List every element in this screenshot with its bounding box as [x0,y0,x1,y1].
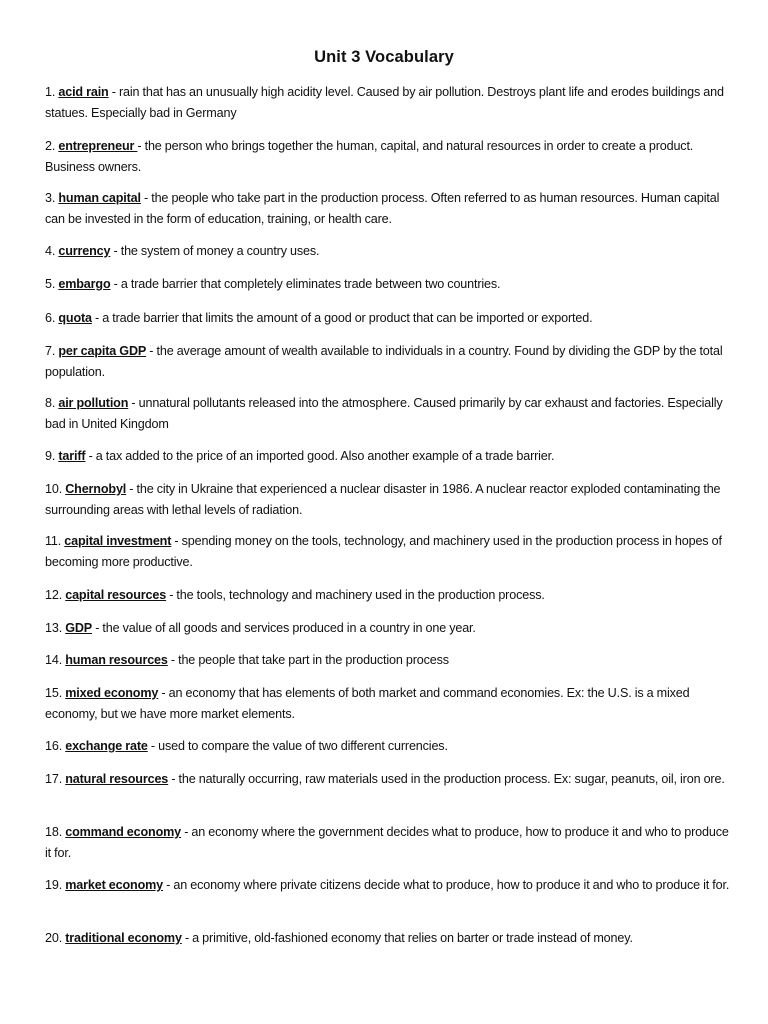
entry-definition: - used to compare the value of two different currencies. [147,739,448,753]
entry-term: entrepreneur [58,139,138,153]
entry-number: 13. [45,621,63,635]
entry-number: 17. [45,772,63,786]
entry-term: human resources [65,653,168,667]
vocab-entry-8 [45,393,735,434]
entry-definition: - the people that take part in the production process [167,653,449,667]
entry-term: capital investment [64,534,172,548]
entry-definition: - a trade barrier that completely eliminates trade between two countries. [110,277,501,291]
entry-number: 8. [45,396,56,410]
entry-number: 9. [45,449,56,463]
entry-definition: - spending money on the tools, technology, and machinery used in the production process in hopes of becoming more productive. [45,534,722,569]
entry-number: 19. [45,878,63,892]
entry-term: air pollution [58,396,129,410]
vocab-entry-12 [45,585,735,606]
entry-number: 14. [45,653,63,667]
entry-number: 7. [45,344,56,358]
entry-definition: - the average amount of wealth available to individuals in a country. Found by dividing the GDP by the total population. [45,344,723,379]
entry-term: currency [58,244,111,258]
entry-definition: - an economy that has elements of both market and command economies. Ex: the U.S. is a mixed economy, but we have more market elements. [45,686,690,721]
entry-definition: - the person who brings together the human, capital, and natural resources in order to create a product. Business owners. [45,139,694,174]
vocab-entry-3 [45,188,735,229]
vocab-entry-19 [45,875,735,896]
entry-definition: - an economy where private citizens decide what to produce, how to produce it and who to produce it for. [163,878,730,892]
entry-number: 16. [45,739,63,753]
entry-number: 12. [45,588,63,602]
vocab-entry-7 [45,341,735,382]
entry-definition: - the value of all goods and services produced in a country in one year. [92,621,476,635]
entry-definition: - a primitive, old-fashioned economy that relies on barter or trade instead of money. [181,931,633,945]
entry-definition: - a tax added to the price of an imported good. Also another example of a trade barrier. [85,449,555,463]
entry-number: 18. [45,825,63,839]
vocab-entry-14 [45,650,735,671]
entry-number: 4. [45,244,56,258]
entry-term: Chernobyl [65,482,127,496]
entry-term: traditional economy [65,931,182,945]
entry-term: capital resources [65,588,167,602]
entry-term: mixed economy [65,686,159,700]
vocab-entry-2 [45,136,735,177]
vocab-entry-18 [45,822,735,863]
entry-number: 10. [45,482,63,496]
page-title: Unit 3 Vocabulary [314,48,454,66]
vocab-entry-20 [45,928,735,949]
entry-definition: - the city in Ukraine that experienced a nuclear disaster in 1986. A nuclear reactor exploded contaminating the surrounding areas with lethal levels of radiation. [45,482,721,517]
vocab-entry-9 [45,446,735,467]
entry-definition: - the people who take part in the production process. Often referred to as human resources. Human capital can be invested in the form of education, training, or health care. [45,191,720,226]
entry-definition: - rain that has an unusually high acidity level. Caused by air pollution. Destroys plant life and erodes buildings and statues. Especially bad in Germany [45,85,724,120]
entry-definition: - the naturally occurring, raw materials used in the production process. Ex: sugar, peanuts, oil, iron ore. [168,772,725,786]
entry-definition: - the system of money a country uses. [110,244,320,258]
entry-term: acid rain [58,85,109,99]
vocab-entry-17 [45,769,735,790]
entry-number: 20. [45,931,63,945]
entry-number: 2. [45,139,56,153]
entry-number: 1. [45,85,56,99]
entry-number: 6. [45,311,56,325]
entry-term: command economy [65,825,182,839]
entry-number: 5. [45,277,56,291]
entry-definition: - an economy where the government decides what to produce, how to produce it and who to produce it for. [45,825,729,860]
vocab-entry-6 [45,308,735,329]
vocab-entry-16 [45,736,735,757]
vocab-entry-15 [45,683,735,724]
vocab-entry-10 [45,479,735,520]
entry-definition: - the tools, technology and machinery used in the production process. [166,588,545,602]
vocab-entry-13 [45,618,735,639]
entry-term: natural resources [65,772,169,786]
entry-term: per capita GDP [58,344,147,358]
entry-term: quota [58,311,92,325]
entry-number: 3. [45,191,56,205]
entry-term: human capital [58,191,141,205]
entry-number: 11. [45,534,62,548]
entry-term: exchange rate [65,739,148,753]
vocab-entry-4 [45,241,735,262]
vocab-entry-11 [45,531,735,572]
entry-definition: - unnatural pollutants released into the atmosphere. Caused primarily by car exhaust and factories. Especially bad in United Kingdom [45,396,723,431]
entry-term: market economy [65,878,164,892]
entry-definition: - a trade barrier that limits the amount of a good or product that can be imported or exported. [91,311,593,325]
entry-term: embargo [58,277,111,291]
entry-term: tariff [58,449,86,463]
vocab-entry-5 [45,274,735,295]
entry-number: 15. [45,686,63,700]
entry-term: GDP [65,621,93,635]
vocab-entry-1 [45,82,735,123]
